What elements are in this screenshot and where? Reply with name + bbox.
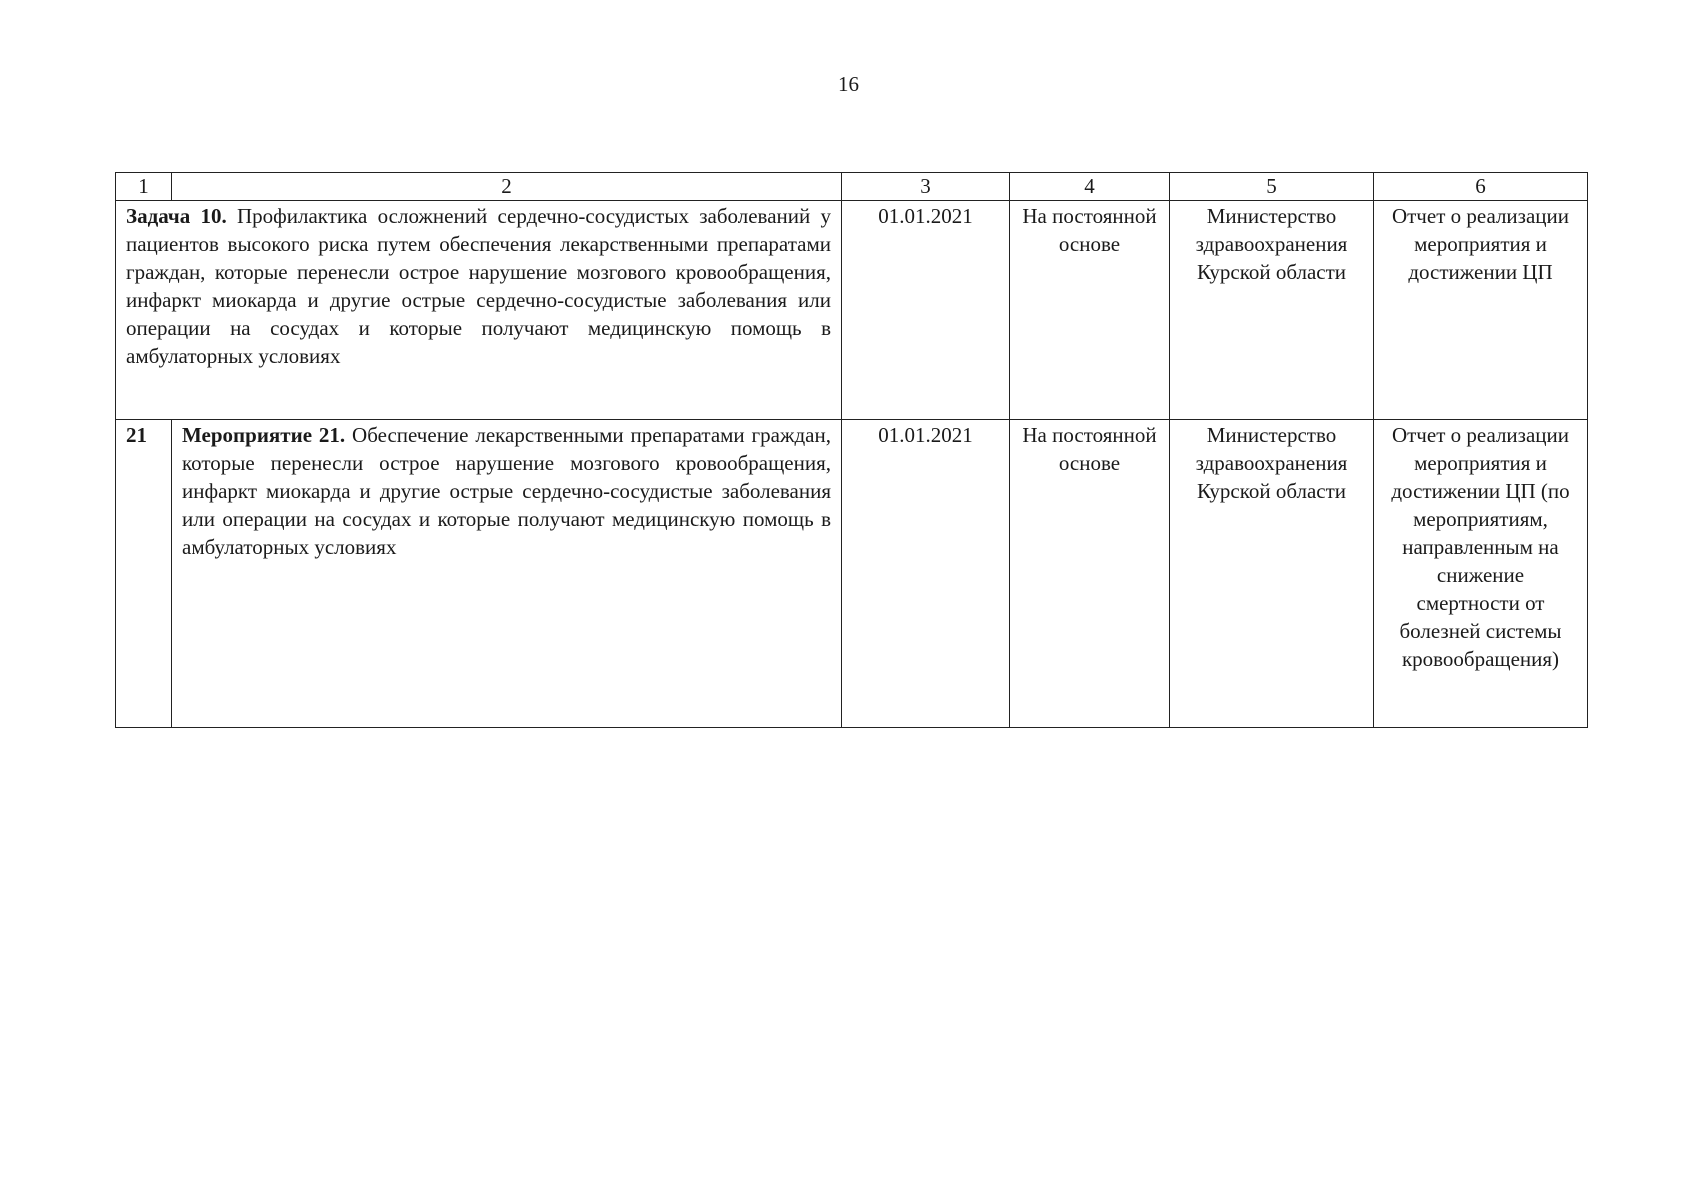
measure-term: На постоянной основе [1010, 420, 1170, 728]
measure-title: Мероприятие 21. [182, 423, 346, 447]
measure-number: 21 [116, 420, 172, 728]
task-date: 01.01.2021 [842, 201, 1010, 420]
column-header-1: 1 [116, 173, 172, 201]
column-header-2: 2 [172, 173, 842, 201]
measure-row [116, 420, 1588, 728]
measure-text: Обеспечение лекарственными препаратами граждан, которые перенесли острое нарушение мозгового кровообращения, инфаркт миокарда и другие острые сердечно-сосудистые заболевания или операции на сосудах и которые получают медицинскую помощь в амбулаторных условиях [182, 423, 831, 559]
task-result: Отчет о реализации мероприятия и достижении ЦП [1374, 201, 1588, 420]
task-description-cell [116, 201, 842, 420]
page-number: 16 [838, 72, 859, 96]
column-header-4: 4 [1010, 173, 1170, 201]
measure-date: 01.01.2021 [842, 420, 1010, 728]
task-title: Задача 10. [126, 204, 227, 228]
measure-description-cell [172, 420, 842, 728]
measure-executor: Министерство здравоохранения Курской области [1170, 420, 1374, 728]
measure-result: Отчет о реализации мероприятия и достижении ЦП (по мероприятиям, направленным на снижение смертности от болезней системы кровообращения) [1374, 420, 1588, 728]
task-term: На постоянной основе [1010, 201, 1170, 420]
column-header-5: 5 [1170, 173, 1374, 201]
header-row [116, 173, 1588, 201]
task-executor: Министерство здравоохранения Курской области [1170, 201, 1374, 420]
task-text: Профилактика осложнений сердечно-сосудистых заболеваний у пациентов высокого риска путем обеспечения лекарственными препаратами граждан, которые перенесли острое нарушение мозгового кровообращения, инфаркт миокарда и другие острые сердечно-сосудистые заболевания или операции на сосудах и которые получают медицинскую помощь в амбулаторных условиях [126, 204, 831, 368]
task-row [116, 201, 1588, 420]
column-header-6: 6 [1374, 173, 1588, 201]
measures-table [115, 172, 1588, 728]
column-header-3: 3 [842, 173, 1010, 201]
